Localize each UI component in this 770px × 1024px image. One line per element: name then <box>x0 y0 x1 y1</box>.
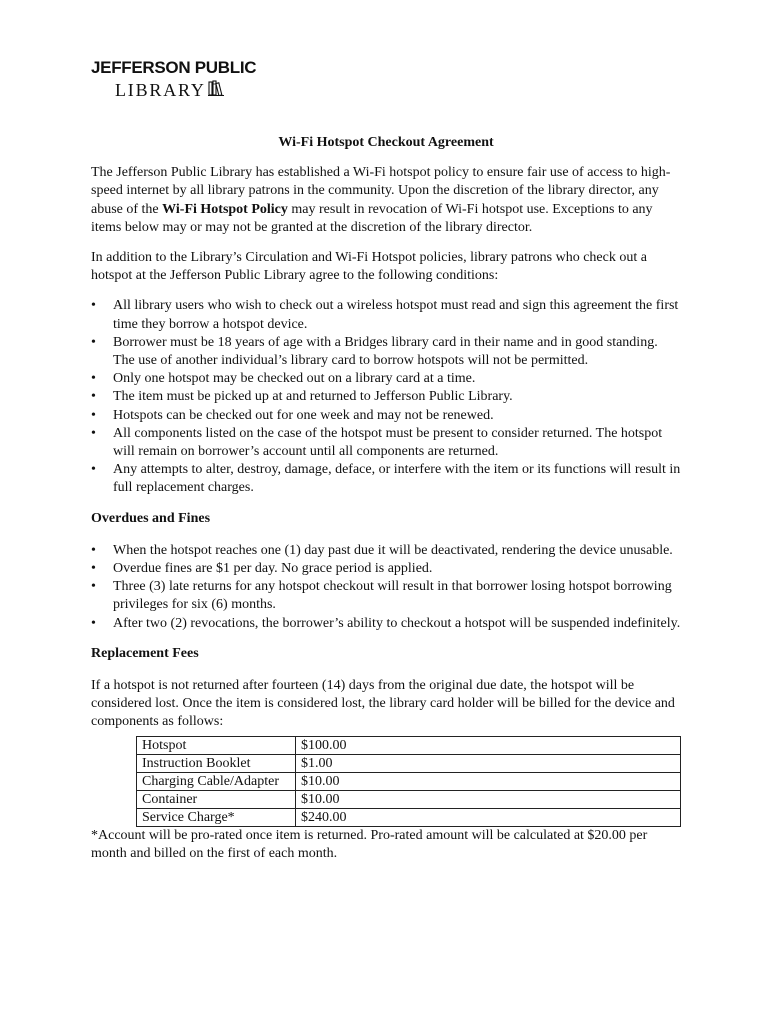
document-title: Wi-Fi Hotspot Checkout Agreement <box>278 135 494 150</box>
books-icon <box>208 80 224 100</box>
fee-item: Charging Cable/Adapter <box>137 772 296 790</box>
conditions-intro: In addition to the Library’s Circulation and Wi-Fi Hotspot policies, library patrons who check out a hotspot at the Jefferson Public Library agree to the following conditions: <box>91 250 647 284</box>
table-row <box>137 754 681 772</box>
fee-cost: $1.00 <box>296 754 681 772</box>
logo-line-1: JEFFERSON PUBLIC <box>91 58 257 77</box>
fee-cost: $10.00 <box>296 772 681 790</box>
list-item: • When the hotspot reaches one (1) day past due it will be deactivated, rendering the device unusable. <box>91 542 681 560</box>
agreement-document <box>91 134 681 863</box>
fee-item: Container <box>137 790 296 808</box>
library-logo <box>91 58 256 100</box>
fee-item: Instruction Booklet <box>137 754 296 772</box>
table-row <box>137 736 681 754</box>
logo-line-2: LIBRARY <box>115 80 206 100</box>
list-item: • Any attempts to alter, destroy, damage, deface, or interfere with the item or its functions will result in full replacement charges. <box>91 461 681 497</box>
fee-item: Hotspot <box>137 736 296 754</box>
table-row <box>137 772 681 790</box>
fee-item: Service Charge* <box>137 808 296 826</box>
list-item: • All library users who wish to check out a wireless hotspot must read and sign this agreement the first time they borrow a hotspot device. <box>91 297 681 333</box>
overdues-heading: Overdues and Fines <box>91 510 211 526</box>
list-item: • The item must be picked up at and returned to Jefferson Public Library. <box>91 388 681 406</box>
list-item: • Only one hotspot may be checked out on a library card at a time. <box>91 370 681 388</box>
table-row <box>137 808 681 826</box>
fee-cost: $240.00 <box>296 808 681 826</box>
conditions-list <box>91 297 681 497</box>
replacement-paragraph: If a hotspot is not returned after fourteen (14) days from the original due date, the hotspot will be considered lost. Once the item is considered lost, the library card holder will be billed for the device and components as follows: <box>91 678 675 730</box>
list-item: • Overdue fines are $1 per day. No grace period is applied. <box>91 560 681 578</box>
list-item: • After two (2) revocations, the borrower’s ability to checkout a hotspot will be suspended indefinitely. <box>91 615 681 633</box>
list-item: • Three (3) late returns for any hotspot checkout will result in that borrower losing hotspot borrowing privileges for six (6) months. <box>91 578 681 614</box>
replacement-fees-table <box>136 736 681 827</box>
list-item: • Hotspots can be checked out for one week and may not be renewed. <box>91 407 681 425</box>
fee-cost: $100.00 <box>296 736 681 754</box>
fee-cost: $10.00 <box>296 790 681 808</box>
table-row <box>137 790 681 808</box>
intro-paragraph: The Jefferson Public Library has established a Wi-Fi hotspot policy to ensure fair use of access to high-speed internet by all library patrons in the community. Upon the discretion of the library director, any abuse of the Wi-Fi Hotspot Policy may result in revocation of Wi-Fi hotspot use. Exceptions to any items below may or may not be granted at the discretion of the library director. <box>91 165 671 235</box>
list-item: • All components listed on the case of the hotspot must be present to consider returned. The hotspot will remain on borrower’s account until all components are returned. <box>91 425 681 461</box>
proration-note: *Account will be pro-rated once item is returned. Pro-rated amount will be calculated at $20.00 per month and billed on the first of each month. <box>91 827 648 861</box>
overdues-list <box>91 542 681 633</box>
list-item: • Borrower must be 18 years of age with a Bridges library card in their name and in good standing. The use of another individual’s library card to borrow hotspots will not be permitted. <box>91 334 681 370</box>
replacement-heading: Replacement Fees <box>91 645 199 661</box>
policy-name: Wi-Fi Hotspot Policy <box>162 201 288 217</box>
